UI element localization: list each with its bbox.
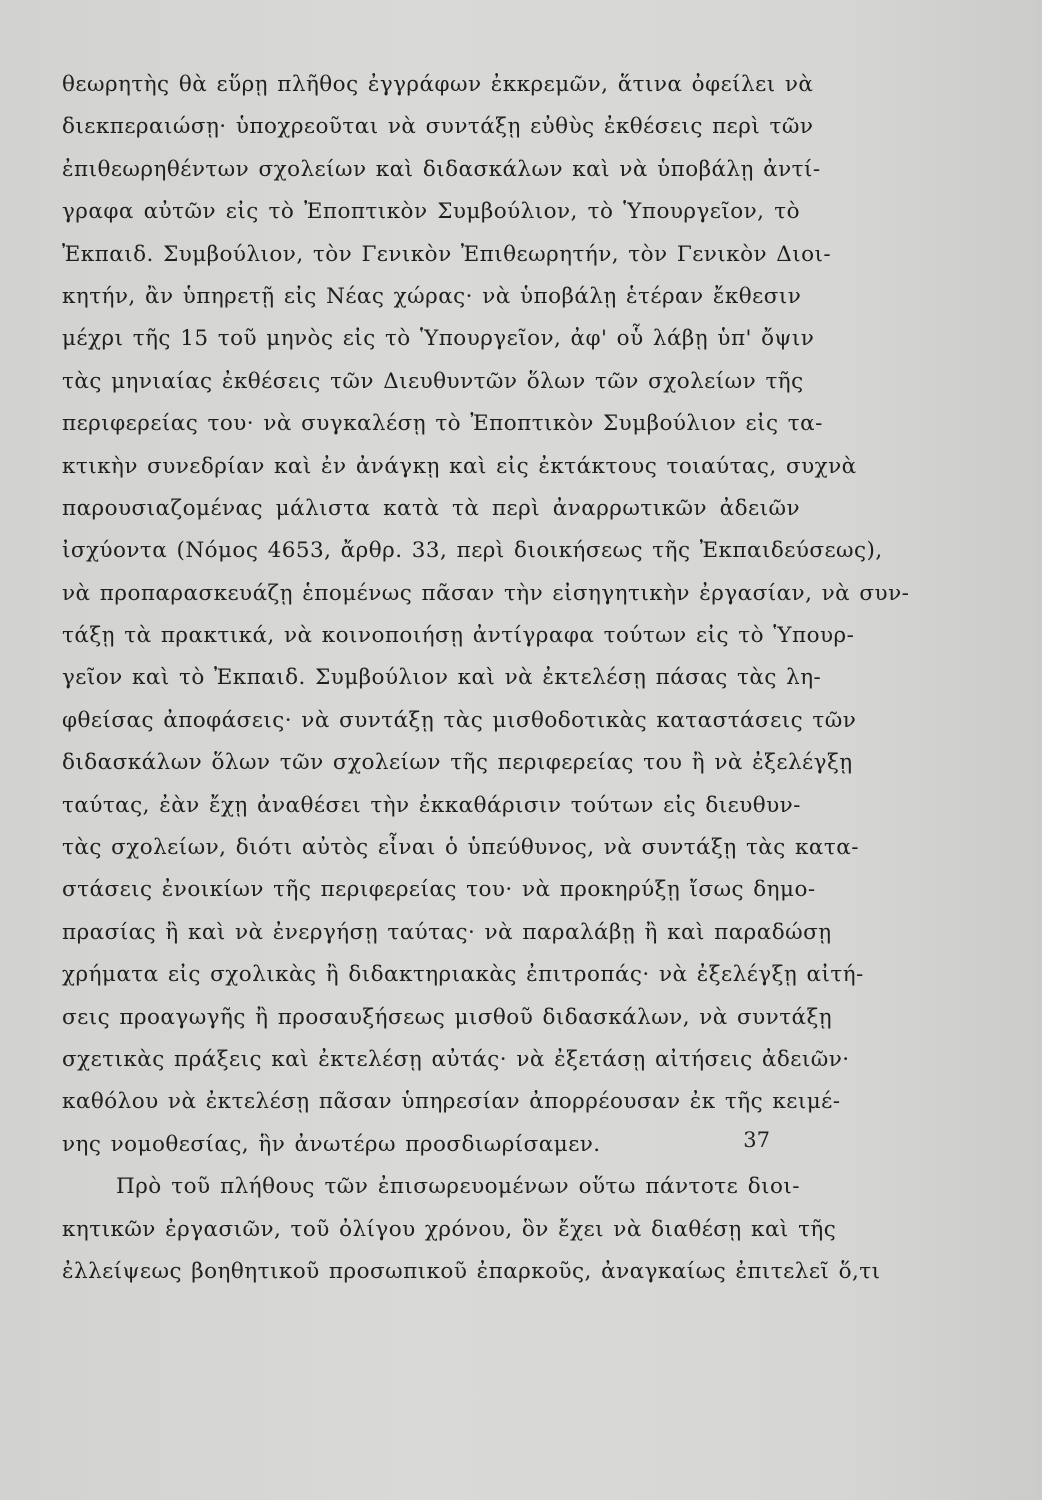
text-line: ταύτας, ἐὰν ἔχῃ ἀναθέσει τὴν ἐκκαθάρισιν τούτων εἰς διευθυν- <box>62 792 801 818</box>
text-line: ἰσχύοντα (Νόμος 4653, ἄρθρ. 33, περὶ διοικήσεως τῆς Ἐκπαιδεύσεως), <box>62 538 883 564</box>
text-line: μέχρι τῆς 15 τοῦ μηνὸς εἰς τὸ Ὑπουργεῖον, ἀφ' οὗ λάβῃ ὑπ' ὄψιν <box>62 326 815 352</box>
text-line: τάξῃ τὰ πρακτικά, νὰ κοινοποιήσῃ ἀντίγραφα τούτων εἰς τὸ Ὑπουρ- <box>62 623 855 649</box>
text-line: θεωρητὴς θὰ εὕρῃ πλῆθος ἐγγράφων ἐκκρεμῶν, ἅτινα ὀφείλει νὰ <box>62 72 814 97</box>
body-text <box>62 64 910 1293</box>
paragraph-1 <box>62 64 910 1166</box>
text-line: στάσεις ἐνοικίων τῆς περιφερείας του· νὰ προκηρύξῃ ἴσως δημο- <box>62 877 816 903</box>
text-line: σεις προαγωγῆς ἢ προσαυξήσεως μισθοῦ διδασκάλων, νὰ συντάξῃ <box>62 1004 833 1030</box>
text-line: τὰς σχολείων, διότι αὐτὸς εἶναι ὁ ὑπεύθυνος, νὰ συντάξῃ τὰς κατα- <box>62 835 859 861</box>
text-line: ἐλλείψεως βοηθητικοῦ προσωπικοῦ ἐπαρκοῦς, ἀναγκαίως ἐπιτελεῖ ὅ,τι <box>62 1258 881 1284</box>
text-line: διεκπεραιώσῃ· ὑποχρεοῦται νὰ συντάξῃ εὐθὺς ἐκθέσεις περὶ τῶν <box>62 114 814 140</box>
page-number: 37 <box>743 1128 770 1152</box>
text-line: φθείσας ἀποφάσεις· νὰ συντάξῃ τὰς μισθοδοτικὰς καταστάσεις τῶν <box>62 707 857 733</box>
text-line: κητήν, ἂν ὑπηρετῇ εἰς Νέας χώρας· νὰ ὑποβάλῃ ἑτέραν ἔκθεσιν <box>62 283 802 309</box>
text-line: γραφα αὐτῶν εἰς τὸ Ἐποπτικὸν Συμβούλιον, τὸ Ὑπουργεῖον, τὸ <box>62 199 800 225</box>
text-line: κητικῶν ἐργασιῶν, τοῦ ὀλίγου χρόνου, ὃν ἔχει νὰ διαθέσῃ καὶ τῆς <box>62 1216 837 1242</box>
text-line: χρήματα εἰς σχολικὰς ἢ διδακτηριακὰς ἐπιτροπάς· νὰ ἐξελέγξῃ αἰτή- <box>62 962 864 988</box>
text-line: Ἐκπαιδ. Συμβούλιον, τὸν Γενικὸν Ἐπιθεωρητήν, τὸν Γενικὸν Διοι- <box>62 241 832 267</box>
text-line: γεῖον καὶ τὸ Ἐκπαιδ. Συμβούλιον καὶ νὰ ἐκτελέσῃ πάσας τὰς λη- <box>62 665 822 691</box>
text-line: παρουσιαζομένας μάλιστα κατὰ τὰ περὶ ἀναρρωτικῶν ἀδειῶν <box>62 495 800 521</box>
text-line: ἐπιθεωρηθέντων σχολείων καὶ διδασκάλων καὶ νὰ ὑποβάλῃ ἀντί- <box>62 156 821 182</box>
text-line: νης νομοθεσίας, ἣν ἀνωτέρω προσδιωρίσαμεν. <box>62 1131 601 1157</box>
text-line: Πρὸ τοῦ πλήθους τῶν ἐπισωρευομένων οὕτω πάντοτε διοι- <box>116 1174 800 1200</box>
text-line: τὰς μηνιαίας ἐκθέσεις τῶν Διευθυντῶν ὅλων τῶν σχολείων τῆς <box>62 368 804 394</box>
text-line: περιφερείας του· νὰ συγκαλέσῃ τὸ Ἐποπτικὸν Συμβούλιον εἰς τα- <box>62 411 823 437</box>
text-line: κτικὴν συνεδρίαν καὶ ἐν ἀνάγκῃ καὶ εἰς ἐκτάκτους τοιαύτας, συχνὰ <box>62 453 857 479</box>
text-line: καθόλου νὰ ἐκτελέσῃ πᾶσαν ὑπηρεσίαν ἀπορρέουσαν ἐκ τῆς κειμέ- <box>62 1089 841 1115</box>
text-line: νὰ προπαρασκευάζῃ ἑπομένως πᾶσαν τὴν εἰσηγητικὴν ἐργασίαν, νὰ συν- <box>62 580 910 606</box>
text-line: πρασίας ἢ καὶ νὰ ἐνεργήσῃ ταύτας· νὰ παραλάβῃ ἢ καὶ παραδώσῃ <box>62 919 832 945</box>
paragraph-2 <box>62 1166 881 1293</box>
text-line: σχετικὰς πράξεις καὶ ἐκτελέσῃ αὐτάς· νὰ ἐξετάσῃ αἰτήσεις ἀδειῶν· <box>62 1046 850 1072</box>
text-line: διδασκάλων ὅλων τῶν σχολείων τῆς περιφερείας του ἢ νὰ ἐξελέγξῃ <box>62 750 853 776</box>
